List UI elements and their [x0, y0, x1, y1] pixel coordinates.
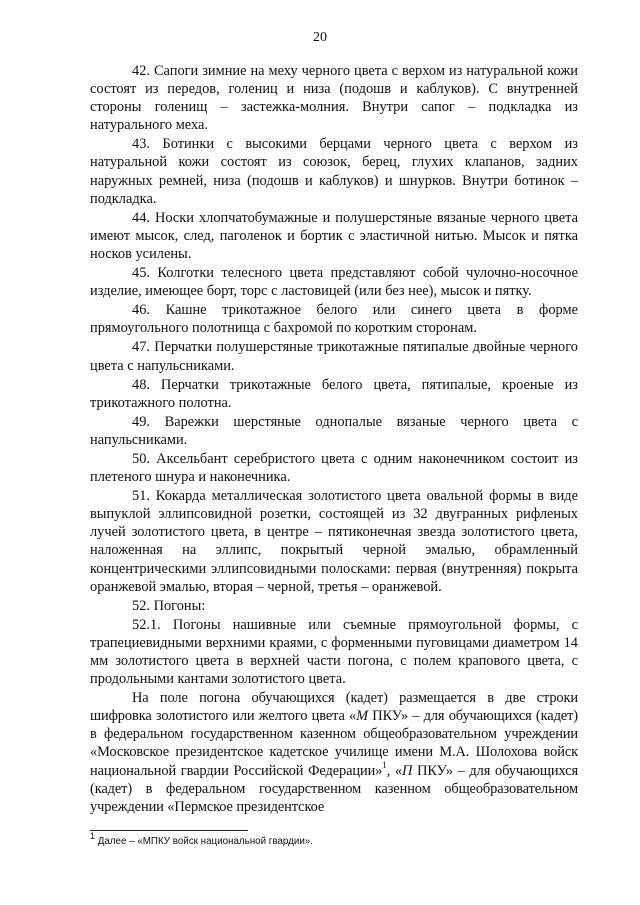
paragraph-45: 45. Колготки телесного цвета представляют собой чулочно-носочное изделие, имеющее борт, торс с ластовицей (или без нее), мысок и пятку. [90, 265, 578, 300]
cipher-text-2: ПКУ» – для обучающихся (кадет) в федеральном государственном казенном общеобразовательном учреждении «Московское президентское кадетское училище имени М.А. Шолохова войск национальной гвардии Российской Федерации» [90, 708, 578, 779]
footnote-marker: 1 [90, 830, 96, 841]
paragraph-43: 43. Ботинки с высокими берцами черного цвета с верхом из натуральной кожи состоят из союзок, берец, глухих клапанов, задних наружных ремней, низа (подошв и каблуков) и шнурков. Внутри ботинок – подкладка. [90, 136, 578, 207]
paragraph-48: 48. Перчатки трикотажные белого цвета, пятипалые, кроеные из трикотажного полотна. [90, 376, 578, 411]
cipher-text-3: , « [386, 762, 403, 779]
paragraph-47: 47. Перчатки полушерстяные трикотажные пятипалые двойные черного цвета с напульсниками. [90, 339, 578, 374]
paragraph-52-1: 52.1. Погоны нашивные или съемные прямоугольной формы, с трапециевидными верхними краями, с форменными пуговицами диаметром 14 мм золотистого цвета в верхней части погона, с полем крапового цвета, с продольными кантами золотистого цвета. [90, 616, 578, 688]
footnote-reference: 1 [382, 759, 387, 770]
page-number: 20 [313, 30, 327, 45]
paragraph-49: 49. Варежки шерстяные однопалые вязаные черного цвета с напульсниками. [90, 413, 578, 448]
cipher-code-p: П [402, 762, 413, 779]
cipher-text-4: ПКУ» – для обучающихся (кадет) в федеральном государственном казенном общеобразовательном учреждении «Пермское президентское [90, 762, 579, 815]
footnote-text: Далее – «МПКУ войск национальной гвардии». [95, 836, 313, 847]
cipher-text-1: На поле погона обучающихся (кадет) размещается в две строки шифровка золотистого или желтого цвета « [90, 690, 578, 725]
paragraph-52: 52. Погоны: [132, 597, 206, 614]
paragraph-42: 42. Сапоги зимние на меху черного цвета с верхом из натуральной кожи состоят из передов, голениц и низа (подошв и каблуков). С внутренней стороны голенищ – застежка-молния. Внутри сапог – подкладка из натурального меха. [90, 63, 578, 134]
paragraph-46: 46. Кашне трикотажное белого или синего цвета в форме прямоугольного полотнища с бахромой по коротким сторонам. [90, 302, 578, 337]
paragraph-51: 51. Кокарда металлическая золотистого цвета овальной формы в виде выпуклой эллипсовидной розетки, состоящей из 32 двугранных рифленых лучей золотистого цвета, в центре – пятиконечная звезда золотистого цвета, наложенная на эллипс, покрытый черной эмалью, обрамленный концентрическими эллипсовидными полосками: первая (внутренняя) покрыта оранжевой эмалью, вторая – черной, третья – оранжевой. [90, 488, 578, 595]
paragraph-shoulder-board-cipher [90, 689, 578, 816]
paragraph-44: 44. Носки хлопчатобумажные и полушерстяные вязаные черного цвета имеют мысок, след, паголенок и бортик с эластичной нитью. Мысок и пятка носков усилены. [90, 209, 578, 262]
paragraph-50: 50. Аксельбант серебристого цвета с одним наконечником состоит из плетеного шнура и наконечника. [90, 450, 578, 486]
document-body [90, 62, 578, 816]
cipher-code-m: М [356, 708, 369, 725]
footnote [90, 830, 578, 848]
footnote-separator [90, 830, 248, 831]
